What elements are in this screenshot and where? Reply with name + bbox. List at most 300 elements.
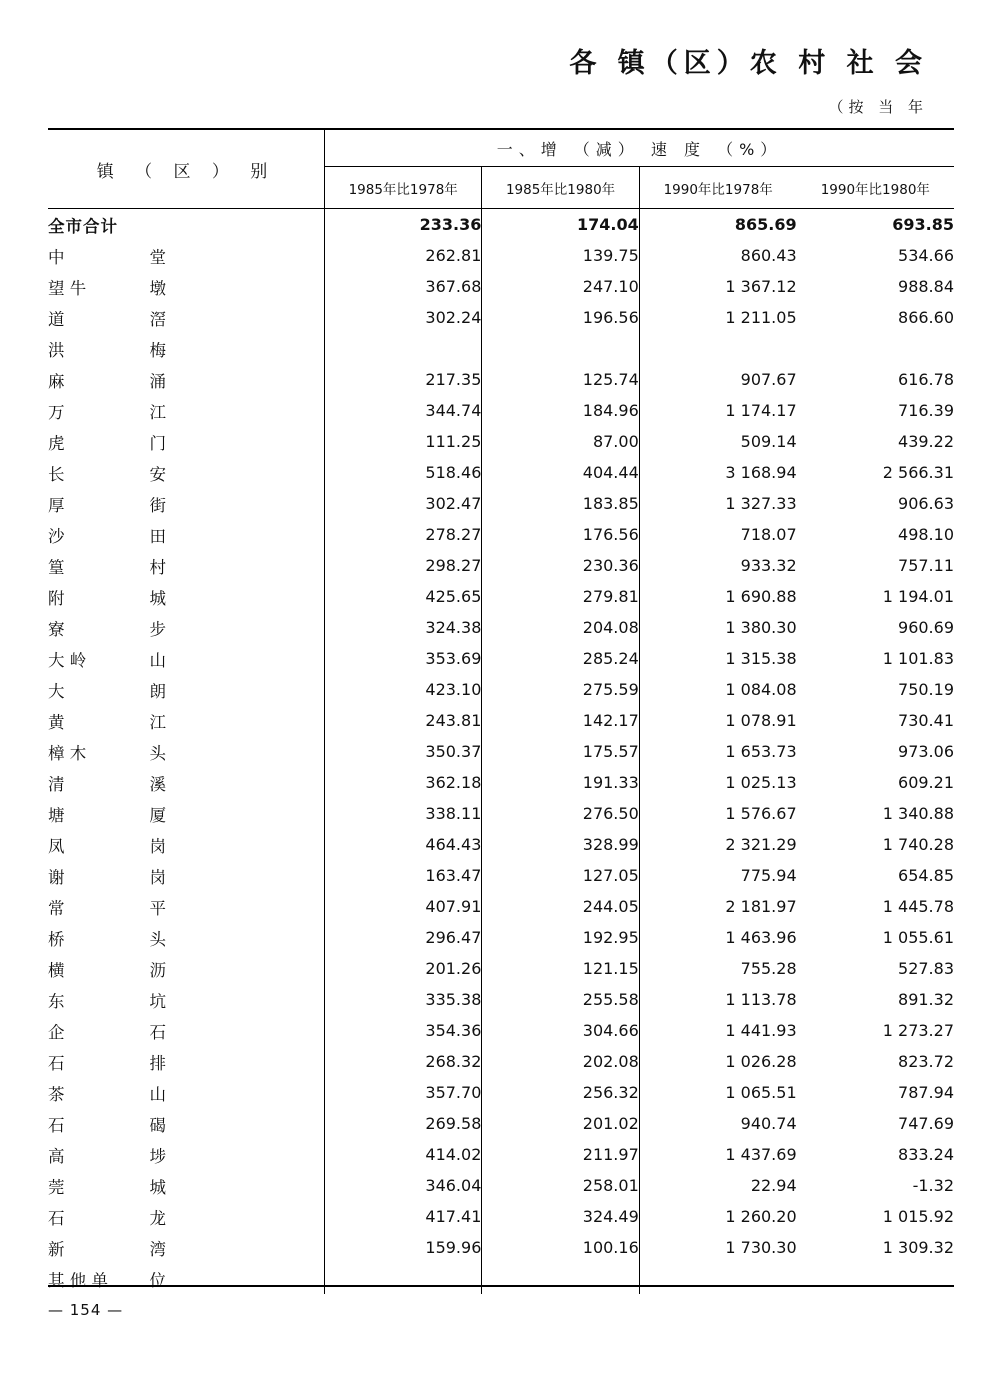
table-cell: 350.37 <box>325 736 482 767</box>
table-cell: 988.84 <box>898 277 954 296</box>
row-label <box>48 1232 325 1263</box>
table-row <box>48 271 954 302</box>
row-label-segment: 堂 <box>149 247 166 267</box>
table-cell: 111.25 <box>325 426 482 457</box>
column-header-3: 1990年比1978年 <box>639 167 796 209</box>
row-label-segment: 石 <box>48 1208 65 1228</box>
table-cell: 183.85 <box>482 488 639 519</box>
table-cell: 335.38 <box>325 984 482 1015</box>
row-label <box>48 209 325 241</box>
table-cell: 439.22 <box>898 432 954 451</box>
row-label-segment: 碣 <box>149 1115 166 1135</box>
row-label-text <box>48 709 166 733</box>
table-cell: 1 653.73 <box>639 736 796 767</box>
table-cell: 87.00 <box>482 426 639 457</box>
table-cell: 1 367.12 <box>639 271 796 302</box>
table-cell: 498.10 <box>898 525 954 544</box>
row-label <box>48 643 325 674</box>
table-cell: 100.16 <box>482 1232 639 1263</box>
row-label-segment: 大 <box>48 681 65 701</box>
row-label <box>48 922 325 953</box>
table-cell: 891.32 <box>898 990 954 1009</box>
table-cell: 833.24 <box>898 1145 954 1164</box>
row-label-segment: 石 <box>48 1115 65 1135</box>
table-cell: 757.11 <box>898 556 954 575</box>
table-cell: 527.83 <box>898 959 954 978</box>
table-cell: 22.94 <box>639 1170 796 1201</box>
row-label-text <box>48 1112 166 1136</box>
row-label <box>48 953 325 984</box>
table-cell: 338.11 <box>325 798 482 829</box>
table-cell: 1 340.88 <box>882 804 954 823</box>
table-row <box>48 829 954 860</box>
table-row <box>48 705 954 736</box>
row-label-segment: 樟 木 <box>48 743 87 763</box>
table-cell: 1 260.20 <box>639 1201 796 1232</box>
row-label-segment: 谢 <box>48 867 65 887</box>
table-cell: 328.99 <box>482 829 639 860</box>
table-cell: 1 437.69 <box>639 1139 796 1170</box>
row-label-text <box>48 244 166 268</box>
table-cell: 262.81 <box>325 240 482 271</box>
row-label-segment: 滘 <box>149 309 166 329</box>
table-cell: 2 181.97 <box>639 891 796 922</box>
row-label-segment: 道 <box>48 309 65 329</box>
table-cell <box>325 333 482 364</box>
table-cell: 243.81 <box>325 705 482 736</box>
row-label-text <box>48 647 166 671</box>
table-cell: 823.72 <box>898 1052 954 1071</box>
row-label-text <box>48 306 166 330</box>
row-label-segment: 篁 <box>48 557 65 577</box>
header-row-group <box>48 129 954 167</box>
table-cell: 960.69 <box>898 618 954 637</box>
table-cell: -1.32 <box>912 1176 954 1195</box>
row-label-segment: 洪 <box>48 340 65 360</box>
row-label-segment: 江 <box>149 402 166 422</box>
table-cell: 354.36 <box>325 1015 482 1046</box>
table-cell: 464.43 <box>325 829 482 860</box>
row-label-segment: 排 <box>149 1053 166 1073</box>
row-label <box>48 767 325 798</box>
table-cell: 275.59 <box>482 674 639 705</box>
row-label-segment: 常 <box>48 898 65 918</box>
row-label <box>48 364 325 395</box>
row-label <box>48 519 325 550</box>
table-cell: 1 113.78 <box>639 984 796 1015</box>
table-cell: 298.27 <box>325 550 482 581</box>
row-label-segment: 朗 <box>149 681 166 701</box>
row-label-segment: 安 <box>149 464 166 484</box>
table-row <box>48 426 954 457</box>
table-row <box>48 1015 954 1046</box>
table-cell: 196.56 <box>482 302 639 333</box>
row-label-segment: 田 <box>149 526 166 546</box>
row-label-segment: 埗 <box>149 1146 166 1166</box>
table-row <box>48 240 954 271</box>
row-label-segment: 平 <box>149 898 166 918</box>
table-cell: 353.69 <box>325 643 482 674</box>
row-label-text <box>48 1019 166 1043</box>
row-label-segment: 村 <box>149 557 166 577</box>
row-label <box>48 1046 325 1077</box>
row-label <box>48 674 325 705</box>
row-label-segment: 步 <box>149 619 166 639</box>
table-cell: 1 055.61 <box>882 928 954 947</box>
group-header: 一、增 （减） 速 度 （%） <box>325 129 955 167</box>
row-label-segment: 中 <box>48 247 65 267</box>
row-label-segment: 桥 <box>48 929 65 949</box>
table-row <box>48 643 954 674</box>
table-cell: 204.08 <box>482 612 639 643</box>
row-label-segment: 塘 <box>48 805 65 825</box>
table-cell: 255.58 <box>482 984 639 1015</box>
table-cell: 616.78 <box>898 370 954 389</box>
table-cell: 787.94 <box>898 1083 954 1102</box>
table-row <box>48 1139 954 1170</box>
table-cell: 2 321.29 <box>639 829 796 860</box>
table-cell: 654.85 <box>898 866 954 885</box>
row-label-segment: 城 <box>149 1177 166 1197</box>
table-row <box>48 581 954 612</box>
row-label-text <box>48 616 166 640</box>
row-label-segment: 沥 <box>149 960 166 980</box>
row-label-segment: 黄 <box>48 712 65 732</box>
row-label-text <box>48 895 166 919</box>
table-row <box>48 767 954 798</box>
table-cell: 346.04 <box>325 1170 482 1201</box>
column-header-4: 1990年比1980年 <box>797 167 954 209</box>
table-row <box>48 736 954 767</box>
table-cell: 425.65 <box>325 581 482 612</box>
row-label <box>48 860 325 891</box>
table-cell: 1 026.28 <box>639 1046 796 1077</box>
row-label <box>48 1170 325 1201</box>
row-label <box>48 488 325 519</box>
row-label-segment: 新 <box>48 1239 65 1259</box>
table-cell: 163.47 <box>325 860 482 891</box>
table-cell: 716.39 <box>898 401 954 420</box>
table-row <box>48 922 954 953</box>
table-cell: 125.74 <box>482 364 639 395</box>
stub-header: 镇 （ 区 ） 别 <box>48 129 325 209</box>
table-cell: 362.18 <box>325 767 482 798</box>
table-row <box>48 550 954 581</box>
row-label-segment: 岗 <box>149 836 166 856</box>
table-cell: 344.74 <box>325 395 482 426</box>
table-cell: 747.69 <box>898 1114 954 1133</box>
row-label-text <box>48 957 166 981</box>
table-row <box>48 209 954 241</box>
table-cell: 1 690.88 <box>639 581 796 612</box>
table-cell: 256.32 <box>482 1077 639 1108</box>
table-cell: 191.33 <box>482 767 639 798</box>
page-subtitle: （按 当 年 <box>828 98 928 117</box>
table-row <box>48 1201 954 1232</box>
table-cell: 1 576.67 <box>639 798 796 829</box>
table-cell: 730.41 <box>898 711 954 730</box>
table-cell: 367.68 <box>325 271 482 302</box>
row-label-segment: 望 牛 <box>48 278 87 298</box>
table-cell: 407.91 <box>325 891 482 922</box>
row-label-segment: 墩 <box>149 278 166 298</box>
row-label-segment: 湾 <box>149 1239 166 1259</box>
statistics-table <box>48 128 954 1294</box>
row-label-text <box>48 740 166 764</box>
table-cell: 1 078.91 <box>639 705 796 736</box>
row-label-segment: 高 <box>48 1146 65 1166</box>
row-label <box>48 271 325 302</box>
row-label <box>48 984 325 1015</box>
row-label <box>48 891 325 922</box>
row-label-segment: 大 岭 <box>48 650 87 670</box>
table-cell: 192.95 <box>482 922 639 953</box>
row-label-segment: 山 <box>149 1084 166 1104</box>
table-cell: 1 327.33 <box>639 488 796 519</box>
row-label-segment: 石 <box>149 1022 166 1042</box>
row-label-segment: 虎 <box>48 433 65 453</box>
row-label-segment: 横 <box>48 960 65 980</box>
table-cell: 302.47 <box>325 488 482 519</box>
table-cell: 775.94 <box>639 860 796 891</box>
table-cell: 1 273.27 <box>882 1021 954 1040</box>
table-row <box>48 1232 954 1263</box>
table-cell: 404.44 <box>482 457 639 488</box>
row-label <box>48 550 325 581</box>
table-cell: 211.97 <box>482 1139 639 1170</box>
column-header-1: 1985年比1978年 <box>325 167 482 209</box>
row-label-text <box>48 988 166 1012</box>
row-label-text <box>48 1143 166 1167</box>
row-label-segment: 清 <box>48 774 65 794</box>
table-cell: 866.60 <box>898 308 954 327</box>
table-cell: 1 380.30 <box>639 612 796 643</box>
table-cell: 933.32 <box>639 550 796 581</box>
table-cell: 2 566.31 <box>882 463 954 482</box>
row-label-segment: 江 <box>149 712 166 732</box>
table-cell: 518.46 <box>325 457 482 488</box>
row-label <box>48 1077 325 1108</box>
table-cell: 750.19 <box>898 680 954 699</box>
table-cell: 973.06 <box>898 742 954 761</box>
row-label-text <box>48 1081 166 1105</box>
row-label <box>48 1015 325 1046</box>
row-label-segment: 梅 <box>149 340 166 360</box>
row-label-text <box>48 1205 166 1229</box>
row-label <box>48 798 325 829</box>
table-cell: 417.41 <box>325 1201 482 1232</box>
row-label <box>48 240 325 271</box>
table-cell: 304.66 <box>482 1015 639 1046</box>
row-label <box>48 302 325 333</box>
table-cell: 3 168.94 <box>639 457 796 488</box>
row-label-text <box>48 337 166 361</box>
row-label <box>48 829 325 860</box>
row-label <box>48 581 325 612</box>
table-cell: 693.85 <box>892 215 954 234</box>
table-cell: 142.17 <box>482 705 639 736</box>
table-cell: 1 065.51 <box>639 1077 796 1108</box>
table-cell: 230.36 <box>482 550 639 581</box>
table-row <box>48 1170 954 1201</box>
row-label <box>48 395 325 426</box>
table-row <box>48 488 954 519</box>
table-cell: 201.26 <box>325 953 482 984</box>
table-cell: 357.70 <box>325 1077 482 1108</box>
table-row <box>48 953 954 984</box>
row-label-text <box>48 802 166 826</box>
table-cell: 276.50 <box>482 798 639 829</box>
table-cell: 184.96 <box>482 395 639 426</box>
table-cell: 755.28 <box>639 953 796 984</box>
row-label-segment: 全市合计 <box>48 216 118 236</box>
row-label-text <box>48 275 166 299</box>
table-body <box>48 209 954 1295</box>
row-label <box>48 612 325 643</box>
table-cell: 324.49 <box>482 1201 639 1232</box>
table-cell: 1 025.13 <box>639 767 796 798</box>
row-label-text <box>48 833 166 857</box>
table-cell: 1 315.38 <box>639 643 796 674</box>
row-label-segment: 茶 <box>48 1084 65 1104</box>
table-cell: 285.24 <box>482 643 639 674</box>
table-cell: 509.14 <box>639 426 796 457</box>
row-label-segment: 企 <box>48 1022 65 1042</box>
table-cell: 906.63 <box>898 494 954 513</box>
row-label-segment: 石 <box>48 1053 65 1073</box>
row-label-text <box>48 399 166 423</box>
title-area <box>569 48 928 117</box>
table-row <box>48 333 954 364</box>
row-label-text <box>48 1050 166 1074</box>
table-cell: 174.04 <box>482 209 639 241</box>
table-cell: 159.96 <box>325 1232 482 1263</box>
table-cell: 907.67 <box>639 364 796 395</box>
table-cell: 1 309.32 <box>882 1238 954 1257</box>
row-label-text <box>48 1174 166 1198</box>
row-label-segment: 街 <box>149 495 166 515</box>
row-label <box>48 1139 325 1170</box>
table-cell: 296.47 <box>325 922 482 953</box>
row-label <box>48 736 325 767</box>
table-row <box>48 891 954 922</box>
row-label-segment: 寮 <box>48 619 65 639</box>
row-label-text <box>48 864 166 888</box>
table-row <box>48 984 954 1015</box>
table-cell: 324.38 <box>325 612 482 643</box>
table-cell: 279.81 <box>482 581 639 612</box>
table-row <box>48 1046 954 1077</box>
row-label-segment: 岗 <box>149 867 166 887</box>
row-label-text <box>48 368 166 392</box>
row-label-text <box>48 523 166 547</box>
row-label <box>48 1201 325 1232</box>
table-cell <box>797 333 954 364</box>
row-label-text <box>48 678 166 702</box>
row-label-segment: 山 <box>149 650 166 670</box>
table-row <box>48 395 954 426</box>
table-cell: 244.05 <box>482 891 639 922</box>
table-row <box>48 1077 954 1108</box>
row-label-text <box>48 430 166 454</box>
row-label-text <box>48 554 166 578</box>
row-label-text <box>48 461 166 485</box>
row-label-segment: 其 他 单 <box>48 1270 108 1290</box>
table-cell: 258.01 <box>482 1170 639 1201</box>
row-label <box>48 333 325 364</box>
page-number: — 154 — <box>48 1301 124 1319</box>
table-cell <box>482 333 639 364</box>
table-row <box>48 798 954 829</box>
table-header <box>48 129 954 209</box>
row-label <box>48 426 325 457</box>
table-cell: 940.74 <box>639 1108 796 1139</box>
table-cell: 176.56 <box>482 519 639 550</box>
table-cell: 233.36 <box>325 209 482 241</box>
table-cell: 302.24 <box>325 302 482 333</box>
table-cell: 247.10 <box>482 271 639 302</box>
footer-rule <box>48 1285 954 1287</box>
row-label-segment: 万 <box>48 402 65 422</box>
row-label-segment: 龙 <box>149 1208 166 1228</box>
row-label-segment: 溪 <box>149 774 166 794</box>
page-footer <box>48 1285 954 1319</box>
row-label <box>48 1108 325 1139</box>
row-label-segment: 莞 <box>48 1177 65 1197</box>
row-label-segment: 位 <box>149 1270 166 1290</box>
table-cell: 127.05 <box>482 860 639 891</box>
row-label-text <box>48 1236 166 1260</box>
row-label <box>48 705 325 736</box>
table-cell: 175.57 <box>482 736 639 767</box>
table-cell: 268.32 <box>325 1046 482 1077</box>
row-label-segment: 城 <box>149 588 166 608</box>
statistics-table-wrapper <box>48 128 954 1294</box>
row-label-text <box>48 213 174 237</box>
table-cell: 414.02 <box>325 1139 482 1170</box>
table-cell: 217.35 <box>325 364 482 395</box>
table-cell: 1 445.78 <box>882 897 954 916</box>
row-label-segment: 厚 <box>48 495 65 515</box>
row-label-segment: 附 <box>48 588 65 608</box>
table-cell: 202.08 <box>482 1046 639 1077</box>
table-cell: 865.69 <box>639 209 796 241</box>
row-label-segment: 坑 <box>149 991 166 1011</box>
table-row <box>48 364 954 395</box>
row-label-segment: 头 <box>149 743 166 763</box>
table-cell: 1 441.93 <box>639 1015 796 1046</box>
table-row <box>48 302 954 333</box>
row-label-text <box>48 492 166 516</box>
table-cell: 278.27 <box>325 519 482 550</box>
table-cell: 860.43 <box>639 240 796 271</box>
table-cell: 1 174.17 <box>639 395 796 426</box>
row-label <box>48 457 325 488</box>
table-row <box>48 457 954 488</box>
table-cell: 1 194.01 <box>882 587 954 606</box>
row-label-segment: 厦 <box>149 805 166 825</box>
table-cell: 423.10 <box>325 674 482 705</box>
table-row <box>48 674 954 705</box>
row-label-text <box>48 926 166 950</box>
row-label-segment: 东 <box>48 991 65 1011</box>
table-cell: 1 730.30 <box>639 1232 796 1263</box>
table-cell <box>639 333 796 364</box>
row-label-text <box>48 585 166 609</box>
table-cell: 1 211.05 <box>639 302 796 333</box>
row-label-segment: 长 <box>48 464 65 484</box>
table-cell: 201.02 <box>482 1108 639 1139</box>
